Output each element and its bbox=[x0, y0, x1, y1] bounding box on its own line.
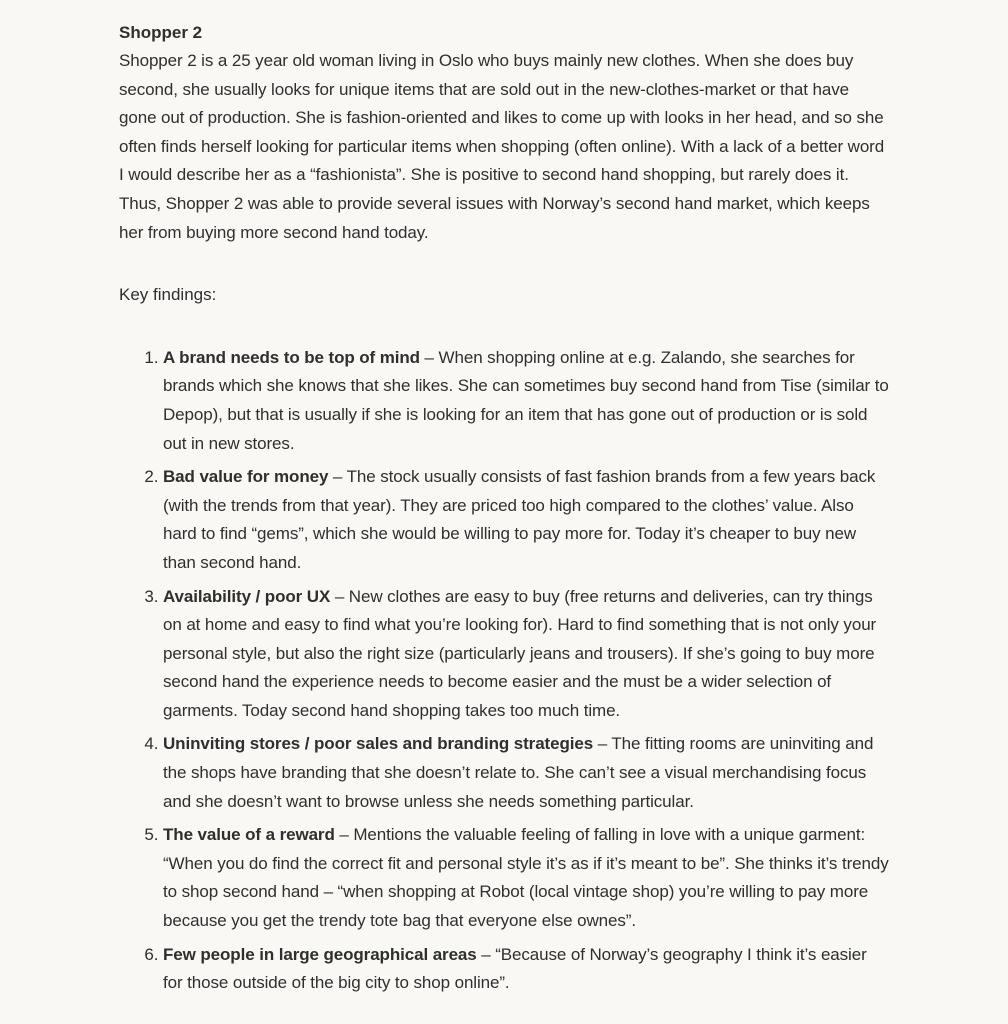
finding-heading: Uninviting stores / poor sales and branding strategies bbox=[163, 734, 594, 754]
finding-heading: Few people in large geographical areas bbox=[163, 944, 477, 964]
key-findings-label: Key findings: bbox=[119, 285, 217, 305]
finding-text: – New clothes are easy to buy (free returns and deliveries, can try things on at home and easy to find what you’re looking for). Hard to find something that is not only your personal style, but also the right size (particularly jeans and trousers). If she’s going to buy more second hand the experience needs to become easier and the must be a wider selection of garments. Today second hand shopping takes too much time. bbox=[163, 586, 877, 720]
section-title: Shopper 2 bbox=[119, 23, 203, 42]
document bbox=[119, 19, 889, 1003]
intro-paragraph: Shopper 2 is a 25 year old woman living in Oslo who buys mainly new clothes. When she does buy second, she usually looks for unique items that are sold out in the new-clothes-market or that have gone out of production. She is fashion-oriented and likes to come up with looks in her head, and so she often finds herself looking for particular items when shopping (often online). With a lack of a better word I would describe her as a “fashionista”. She is positive to second hand shopping, but rarely does it. Thus, Shopper 2 was able to provide several issues with Norway’s second hand market, which keeps her from buying more second hand today. bbox=[119, 51, 885, 242]
finding-text: – Mentions the valuable feeling of falling in love with a unique garment: “When you do find the correct fit and personal style it’s as if it’s meant to be”. She thinks it’s trendy to shop second hand – “when shopping at Robot (local vintage shop) you’re willing to pay more because you get the trendy tote bag that everyone else ownes”. bbox=[163, 825, 889, 931]
finding-item bbox=[163, 583, 889, 726]
finding-heading: Availability / poor UX bbox=[163, 586, 331, 606]
finding-heading: The value of a reward bbox=[163, 825, 335, 845]
findings-list bbox=[119, 344, 889, 998]
finding-item bbox=[163, 821, 889, 935]
finding-text: – “Because of Norway’s geography I think it’s easier for those outside of the big city to shop online”. bbox=[163, 944, 867, 993]
finding-item bbox=[163, 463, 889, 577]
finding-text: – The stock usually consists of fast fashion brands from a few years back (with the trends from that year). They are priced too high compared to the clothes’ value. Also hard to find “gems”, which she would be willing to pay more for. Today it’s cheaper to buy new than second hand. bbox=[163, 467, 876, 572]
finding-item bbox=[163, 941, 889, 998]
finding-text: – The fitting rooms are uninviting and the shops have branding that she doesn’t relate to. She can’t see a visual merchandising focus and she doesn’t want to browse unless she needs something particular. bbox=[163, 734, 874, 811]
finding-item bbox=[163, 730, 889, 816]
finding-heading: A brand needs to be top of mind bbox=[163, 347, 420, 367]
finding-item bbox=[163, 344, 889, 458]
finding-heading: Bad value for money bbox=[163, 467, 329, 487]
finding-text: – When shopping online at e.g. Zalando, she searches for brands which she knows that she likes. She can sometimes buy second hand from Tise (similar to Depop), but that is usually if she is looking for an item that has gone out of production or is sold out in new stores. bbox=[163, 347, 889, 453]
